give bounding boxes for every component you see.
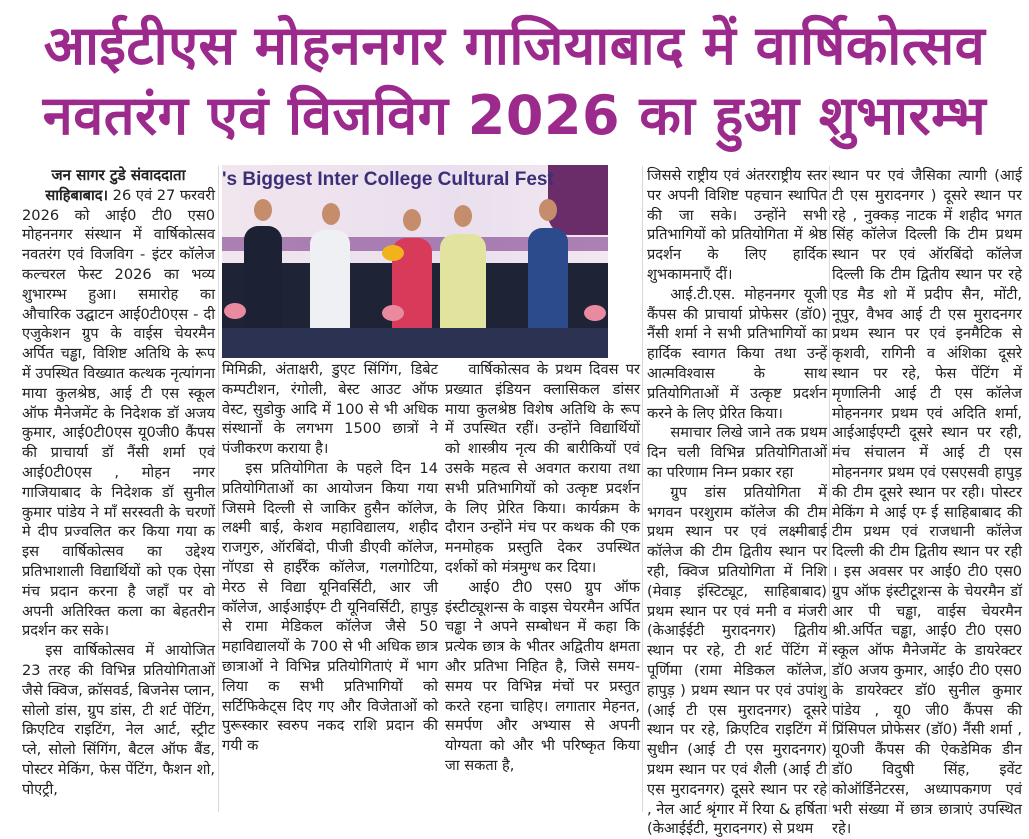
article-column-1 [22, 166, 215, 816]
headline-line-2: नवतरंग एवं विजविग 2026 का हुआ शुभारम्भ [42, 84, 987, 147]
dateline: साहिबाबाद। [45, 186, 109, 204]
bouquet [382, 245, 404, 261]
article-paragraph: समाचार लिखे जाने तक प्रथम दिन चली विभिन्न प्रतियोगिताओं का परिणाम निम्न प्रकार रहा [647, 424, 827, 481]
flower-vase [224, 303, 246, 319]
article-column-5 [832, 166, 1022, 838]
article-paragraph: जिससे राष्ट्रीय एवं अंतरराष्ट्रीय स्तर पर अपनी विशिष्ट पहचान स्थापित की जा सके। उन्होंने सभी प्रतिभागियों को प्रतियोगिता में श्रेष्ठ प्रदर्शन के लिए हार्दिक शुभकामनाएँ दीं। [647, 167, 827, 283]
article-paragraph: स्थान पर एवं जैसिका त्यागी (आई टी एस मुरादनगर ) दूसरे स्थान पर रहे , नुक्कड़ नाटक में शहीद भगत सिंह कॉलेज दिल्ली कि टीम प्रथम स्थान पर एवं ऑरबिंदो कॉलेज दिल्ली कि टीम द्वितीय स्थान पर रहे एड मैड शो में प्रदीप सैन, मोंटी, नूपुर, वैभव आई टी एस मुरादनगर प्रथम स्थान पर एवं इनमैटिक से कृशवी, रागिनी व अंशिका दूसरे स्थान पर रहे, फेस पेंटिंग में मृणालिनी आई टी एस कॉलेज मोहननगर प्रथम एवं अदिति शर्मा, आईआईएम्टी दूसरे स्थान पर रही, मंच संचालन में आई टी एस मोहननगर प्रथम एवं एसएसवी हापुड़ की टीम दूसरे स्थान पर रही। पोस्टर मेकिंग मे आई एम्‍ ई साहिबाबाद की टीम प्रथम एवं राजधानी कॉलेज दिल्ली की टीम द्वितीय स्थान पर रही । इस अवसर पर आई0 टी0 एस0 ग्रुप ऑफ इंस्टीटूशन्स के चेयरमैन डॉ आर पी चड्ढा, वाईस चेयरमैन श्री.अर्पित चड्ढा, आई0 टी0 एस0 स्कूल ऑफ मैनेजमेंट के डायरेक्टर डॉ0 अजय कुमार, आई0 टी0 एस0 के डायरेक्टर डॉ0 सुनील कुमार पांडेय , यू0 जी0 कैंपस की प्रिंसिपल प्रोफेसर (डॉ0) नैंसी शर्मा , यू0जी कैंपस की ऐकडेमिक डीन डॉ0 विदुषी सिंह, इवेंट कोऑर्डिनेटरस, अध्यापकगण एवं भरी संख्या में छात्र छात्राएं उपस्थित रहे। [832, 167, 1022, 838]
article-paragraph: आई0 टी0 एस0 ग्रुप ऑफ इंस्टीट्यूशन्स के वाइस चेयरमैन अर्पित चड्ढा ने अपने सम्बोधन में कहा कि प्रत्येक छात्र के भीतर अद्वितीय क्षमता और प्रतिभा निहित है, जिसे समय-समय पर विभिन्न मंचों पर प्रस्तुत करते रहना चाहिए। लगातार मेहनत, समर्पण और अभ्यास से अपनी योग्यता को और भी परिष्कृत किया जा सकता है, [445, 578, 640, 774]
banner-title: 's Biggest Inter College Cultural Fest [222, 169, 554, 190]
byline: जन सागर टुडे संवाददाता [51, 166, 186, 184]
flower-vase [584, 305, 606, 321]
flower-vase [382, 305, 404, 321]
column-divider [642, 166, 643, 812]
article-column-3 [445, 360, 640, 816]
person-3-head [403, 209, 421, 231]
event-photo [222, 165, 608, 358]
person-2-head [322, 203, 340, 225]
article-paragraph: आई.टी.एस. मोहननगर यूजी कैंपस की प्राचार्या प्रोफेसर (डॉ0) नैंसी शर्मा ने सभी प्रतिभागियों का हार्दिक स्वागत किया तथा उन्हें आत्मविश्वास के साथ प्रतियोगिताओं में उत्कृष्ट प्रदर्शन करने के लिए प्रेरित किया। [647, 285, 827, 422]
article-paragraph: मिमिक्री, अंताक्षरी, डुएट सिंगिंग, डिबेट कम्पटीशन, रंगोली, बेस्ट आउट ऑफ वेस्ट, सुडोकु आदि में 100 से भी अधिक संस्थानों के लगभग 1500 छात्रों ने पंजीकरण कराया है। [222, 361, 438, 458]
article-column-2 [222, 360, 438, 816]
article-paragraph: ग्रुप डांस प्रतियोगिता में भगवन परशुराम कॉलेज की टीम प्रथम स्थान पर एवं लक्ष्मीबाई कॉलेज की टीम द्वितीय स्थान पर रही, क्विज प्रतियोगिता में निशि (मेवाड़ इंस्टिट्यूट, साहिबाबाद) प्रथम स्थान पर एवं मनी व मंजरी (केआईईटी मुरादनगर) द्वितीय स्थान पर रहे, टी शर्ट पेंटिंग में पूर्णिमा (रामा मेडिकल कॉलेज, हापुड़ ) प्रथम स्थान पर एवं उपांशु (आई टी एस मुरादनगर) दूसरे स्थान पर रहे, क्रिएटिव राइटिंग में सुधीन (आई टी एस मुरादनगर) प्रथम स्थान पर एवं शैली (आई टी एस मुरादनगर) दूसरे स्थान पर रहे , नेल आर्ट श्रृंगार में रिया & हर्षिता (केआईईटी, मुरादनगर) से प्रथम [647, 483, 827, 838]
article-paragraph: इस वार्षिकोत्सव में आयोजित 23 तरह की विभिन्न प्रतियोगिताओं जैसे क्विज, क्रॉसवर्ड, बिजनेस प्लान, सोलो डांस, ग्रुप डांस, टी शर्ट पेंटिंग, क्रिएटिव राइटिंग, नेल आर्ट, स्ट्रीट प्ले, सोलो सिंगिंग, बैटल ऑफ बैंड, पोस्टर मेकिंग, फेस पेंटिंग, फैशन शो, पोएट्री, [22, 642, 215, 798]
headline-line-1: आईटीएस मोहननगर गाजियाबाद में वार्षिकोत्सव [43, 14, 986, 77]
article-column-4 [647, 166, 827, 838]
column-divider [829, 166, 830, 812]
column-divider [218, 166, 219, 812]
article-paragraph [22, 186, 215, 641]
paragraph-text: 26 एवं 27 फरवरी 2026 को आई0 टी0 एस0 मोहननगर संस्थान में वार्षिकोत्सव नवतरंग एवं विजविग - इंटर कॉलेज कल्चरल फेस्ट 2026 का भव्य शुभारम्भ हुआ। समारोह का औचारिक उद्घाटन आई0टी0एस - दी एजुकेशन ग्रुप के वाईस चेयरमैन अर्पित चड्ढा, विशिष्ट अतिथि के रूप में उपस्थित विख्यात कत्थक नृत्यांगना माया कुलश्रेष्ठ, आई टी एस स्कूल ऑफ मैनेजमेंट के निदेशक डॉ अजय कुमार, आई0टी0एस यू0जी0 कैंपस की प्राचार्या डॉ नैंसी शर्मा एवं आई0टी0एस , मोहन नगर गाजियाबाद के निदेशक डॉ सुनील कुमार पांडेय ने माँ सरस्वती के चरणों मे दीप प्रज्वलित कर किया गया क इस वार्षिकोत्सव का उद्देश्य प्रतिभाशाली विद्यार्थियों को एक ऐसा मंच प्रदान करना है जहाँ पर वो अपनी अतिरिक्त कला का बेहतरीन प्रदर्शन कर सके। [22, 186, 216, 640]
stage-table [222, 328, 608, 358]
person-4-head [454, 205, 472, 227]
person-5-head [539, 199, 557, 221]
person-1-head [254, 199, 272, 221]
sponsor-logo [548, 165, 608, 235]
article-paragraph: वार्षिकोत्सव के प्रथम दिवस पर प्रख्यात इंडियन क्लासिकल डांसर माया कुलश्रेष्ठ विशेष अतिथि के रूप में उपस्थित रहीं। उन्होंने विद्यार्थियों को शास्त्रीय नृत्य की बारीकियों एवं उसके महत्व से अवगत कराया तथा सभी प्रतिभागियों को उत्कृष्ट प्रदर्शन के लिए प्रेरित किया। कार्यक्रम के दौरान उन्होंने मंच पर कथक की एक मनमोहक प्रस्तुति देकर उपस्थित दर्शकों को मंत्रमुग्ध कर दिया। [445, 361, 640, 576]
article-paragraph: इस प्रतियोगिता के पहले दिन 14 प्रतियोगिताओं का आयोजन किया गया जिसमे दिल्ली से जाकिर हुसैन कॉलेज, लक्ष्मी बाई, केशव महाविद्यालय, शहीद राजगुरु, ऑरबिंदो, पीजी डीएवी कॉलेज, नॉएडा से हाईरैंक कॉलेज, गलगोटिया, मेरठ से विद्या यूनिवर्सिटी, आर जी कॉलेज, आईआईएम्‍ टी यूनिवर्सिटी, हापुड़ से रामा मेडिकल कॉलेज जैसे 50 महाविद्यालयों के 700 से भी अधिक छात्र छात्राओं ने विभिन्न प्रतियोगिताएं में भाग लिया क सभी प्रतिभागियों को सर्टिफिकेट्स दिए गए और विजेताओं को पुरूस्कार स्वरुप नकद राशि प्रदान की गयी क [222, 459, 438, 755]
